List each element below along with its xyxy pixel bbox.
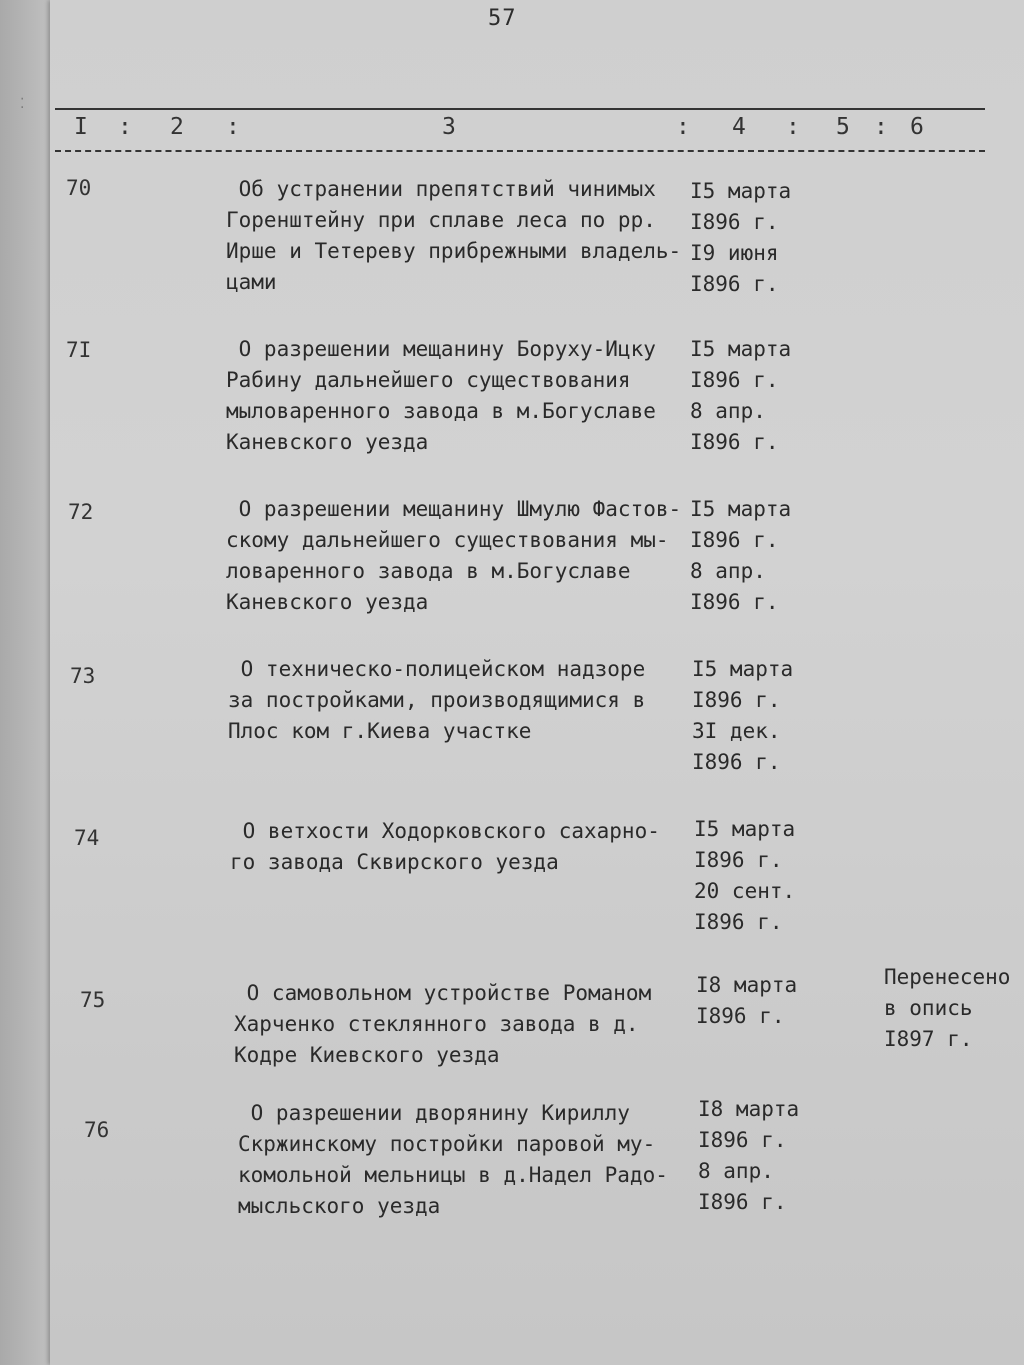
entry-description: О разрешении дворянину Кириллу Скржинскому постройки паровой му- комольной мельницы в д.Надел Радо- мысльского уезда <box>238 1101 668 1218</box>
entry-description: О ветхости Ходорковского сахарно- го завода Сквирского уезда <box>230 819 660 874</box>
column-header-6: 6 <box>910 114 924 140</box>
entry-number: 74 <box>74 826 100 850</box>
column-header-5: 5 <box>836 114 850 140</box>
entry-dates: I5 марта I896 г. 8 апр. I896 г. <box>690 337 792 454</box>
column-header-4: 4 <box>732 114 746 140</box>
entry-description: О разрешении мещанину Боруху-Ицку Рабину дальнейшего существования мыловаренного завода в м.Богуславе Каневского уезда <box>226 337 656 454</box>
column-header-1: I <box>74 114 88 140</box>
entry-dates: I5 марта I896 г. I9 июня I896 г. <box>690 179 792 296</box>
entry-number: 76 <box>84 1118 110 1142</box>
column-separator: : <box>874 114 888 140</box>
entry-dates: I5 марта I896 г. 3I дек. I896 г. <box>692 657 794 774</box>
entry-dates: I8 марта I896 г. 8 апр. I896 г. <box>698 1097 800 1214</box>
entry-number: 70 <box>66 176 92 200</box>
entry-dates: I5 марта I896 г. 8 апр. I896 г. <box>690 497 792 614</box>
header-rule-bottom <box>55 150 985 152</box>
entry-note: Перенесено в опись I897 г. <box>884 965 1011 1051</box>
header-rule-top <box>55 108 985 110</box>
column-header-3: 3 <box>442 114 456 140</box>
column-separator: : <box>226 114 240 140</box>
column-header-2: 2 <box>170 114 184 140</box>
column-separator: : <box>786 114 800 140</box>
entry-description: О техническо-полицейском надзоре за постройками, производящимися в Плос ком г.Киева участке <box>228 657 646 743</box>
entry-description: Об устранении препятствий чинимых Горенштейну при сплаве леса по рр. Ирше и Тетереву прибрежными владель- цами <box>226 177 682 294</box>
entry-dates: I5 марта I896 г. 20 сент. I896 г. <box>694 817 796 934</box>
column-separator: : <box>118 114 132 140</box>
left-margin <box>0 0 50 1365</box>
binding-mark: ⁚ <box>20 96 25 112</box>
entry-description: О самовольном устройстве Романом Харченко стеклянного завода в д. Кодре Киевского уезда <box>234 981 652 1067</box>
column-separator: : <box>676 114 690 140</box>
entry-number: 75 <box>80 988 106 1012</box>
page-number: 57 <box>488 6 517 31</box>
entry-number: 73 <box>70 664 96 688</box>
entry-description: О разрешении мещанину Шмулю Фастов- скому дальнейшего существования мы- ловаренного завода в м.Богуславе Каневского уезда <box>226 497 682 614</box>
entry-dates: I8 марта I896 г. <box>696 973 798 1028</box>
entry-number: 7I <box>66 338 92 362</box>
entry-number: 72 <box>68 500 94 524</box>
